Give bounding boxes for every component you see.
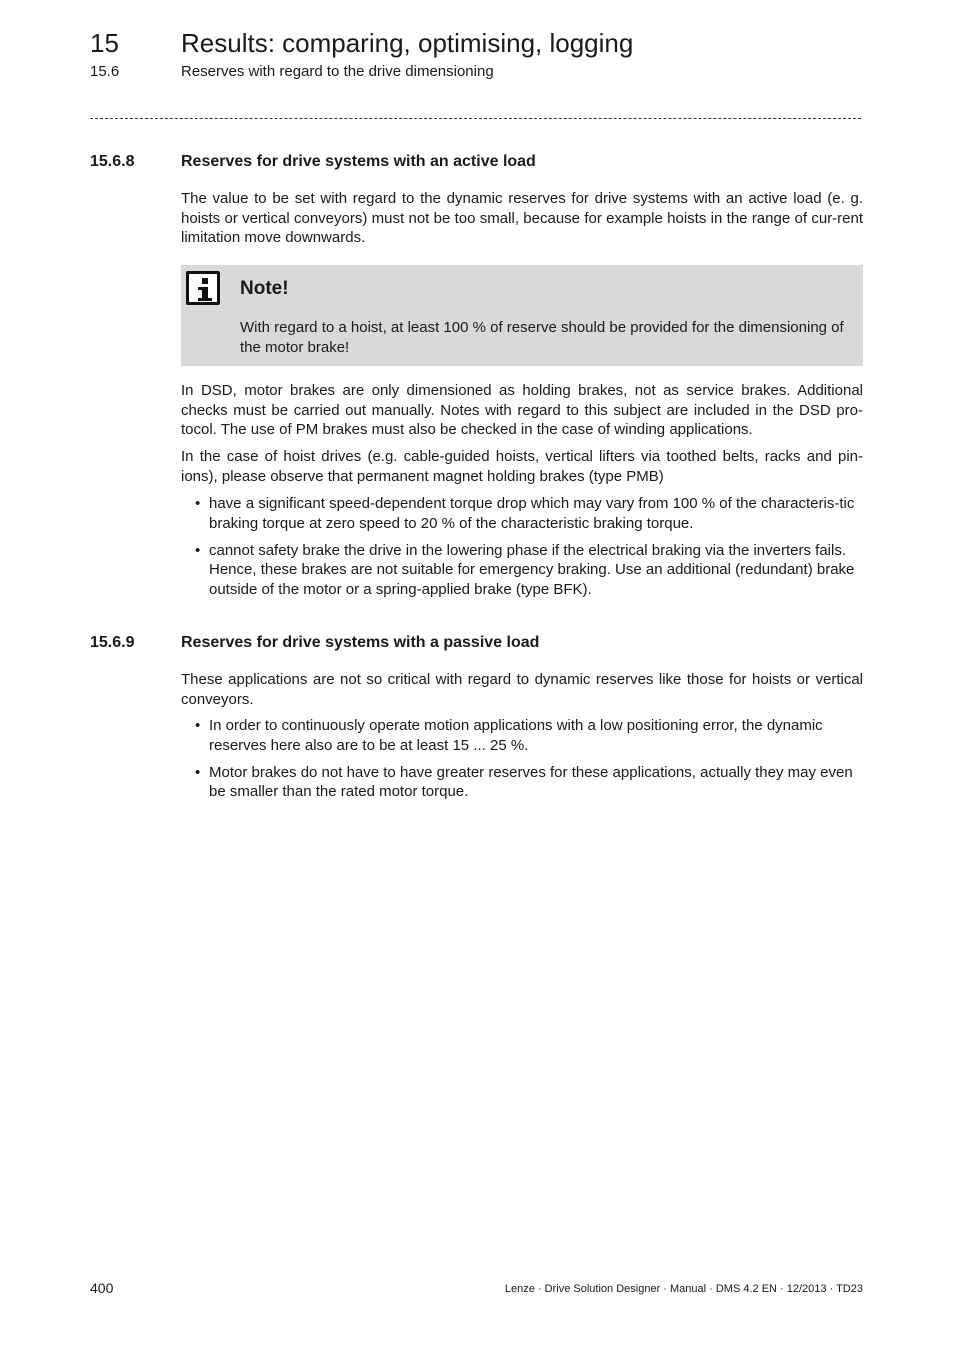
subsection-title-active: Reserves for drive systems with an active load bbox=[181, 153, 536, 170]
hoist-paragraph: In the case of hoist drives (e.g. cable-guided hoists, vertical lifters via toothed belts, racks and pin-ions), please observe that permanent magnet holding brakes (type PMB) bbox=[181, 448, 863, 485]
footer-reference: Lenze · Drive Solution Designer · Manual · DMS 4.2 EN · 12/2013 · TD23 bbox=[504, 1283, 863, 1295]
chapter-title: Results: comparing, optimising, logging bbox=[181, 28, 634, 58]
brakes-paragraph: In DSD, motor brakes are only dimensioned as holding brakes, not as service brakes. Additional checks must be carried out manually. Notes with regard to this subject are included in the DSD pro-tocol. The use of PM brakes must also be checked in the case of winding applications. bbox=[181, 382, 863, 438]
chapter-number: 15 bbox=[90, 28, 119, 58]
passive-bullet-list bbox=[181, 716, 863, 809]
list-item: • cannot safety brake the drive in the lowering phase if the electrical braking via the inverters fails. Hence, these brakes are not suitable for emergency braking. Use an additional (redundant) brake outside of the motor or a spring-applied brake (type BFK). bbox=[195, 541, 855, 598]
header-divider bbox=[90, 118, 861, 119]
bullet-icon: • bbox=[195, 717, 201, 734]
note-title: Note! bbox=[240, 278, 289, 299]
subsection-number-active: 15.6.8 bbox=[90, 153, 135, 170]
passive-load-intro: These applications are not so critical with regard to dynamic reserves like those for hoists or vertical conveyors. bbox=[181, 671, 863, 708]
subsection-number-passive: 15.6.9 bbox=[90, 634, 135, 651]
bullet-icon: • bbox=[195, 495, 201, 512]
active-load-intro: The value to be set with regard to the dynamic reserves for drive systems with an active load (e. g. hoists or vertical conveyors) must not be too small, because for example hoists in the range of cur-rent limitation move downwards. bbox=[181, 190, 863, 246]
note-text: With regard to a hoist, at least 100 % of reserve should be provided for the dimensioning of the motor brake! bbox=[240, 319, 844, 356]
list-item: • Motor brakes do not have to have greater reserves for these applications, actually they may even be smaller than the rated motor torque. bbox=[195, 763, 853, 800]
note-box bbox=[181, 265, 863, 366]
list-item: • have a significant speed-dependent torque drop which may vary from 100 % of the characteris-tic braking torque at zero speed to 20 % of the characteristic braking torque. bbox=[195, 495, 855, 532]
section-title: Reserves with regard to the drive dimensioning bbox=[181, 63, 494, 80]
pmb-bullet-list bbox=[181, 494, 863, 607]
bullet-icon: • bbox=[195, 763, 201, 781]
subsection-title-passive: Reserves for drive systems with a passive load bbox=[181, 634, 540, 651]
info-icon bbox=[186, 271, 220, 305]
section-number: 15.6 bbox=[90, 63, 120, 80]
list-item: • In order to continuously operate motion applications with a low positioning error, the dynamic reserves here also are to be at least 15 ... 25 %. bbox=[195, 717, 823, 754]
bullet-icon: • bbox=[195, 541, 201, 559]
page-number: 400 bbox=[90, 1280, 114, 1296]
